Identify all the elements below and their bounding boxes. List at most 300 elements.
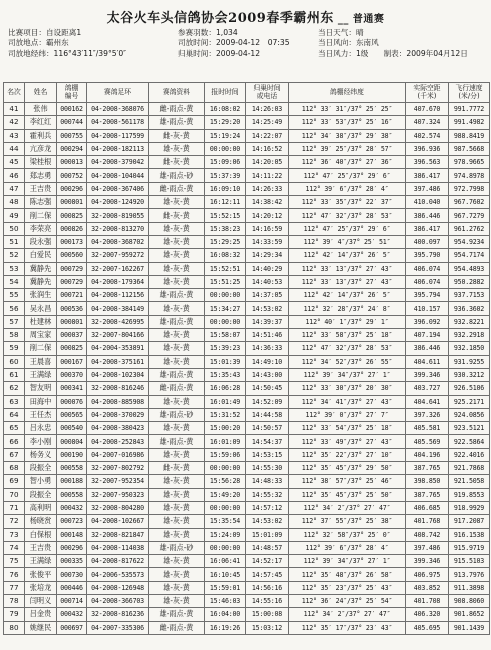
column-header: 名次 (4, 83, 25, 103)
table-cell: 04-2008-366703 (87, 594, 149, 607)
table-row (4, 528, 490, 541)
table-cell: 15:52:15 (205, 209, 246, 222)
table-cell: 14:43:00 (246, 368, 289, 381)
table-cell: 112° 36′ 24″/37° 25′ 54″ (289, 594, 406, 607)
table-cell: 000744 (57, 116, 87, 129)
column-header: 实际空距 (千米) (406, 83, 449, 103)
table-cell: 112° 42′ 14″/37° 26′ 5″ (289, 249, 406, 262)
table-cell: 58 (4, 329, 25, 342)
table-cell: 04-2008-561178 (87, 116, 149, 129)
table-cell: 32-2007-802792 (87, 462, 149, 475)
info-field: 当日天气：晴 (318, 28, 364, 37)
table-cell: 王满绿 (25, 368, 57, 381)
table-cell: 04-2008-102667 (87, 515, 149, 528)
table-cell: 72 (4, 515, 25, 528)
table-cell: 399.346 (406, 368, 449, 381)
table-cell: 32-2007-950323 (87, 488, 149, 501)
table-cell: 白爱民 (25, 249, 57, 262)
table-cell: 郑志勇 (25, 169, 57, 182)
table-cell: 112° 39′ 4″/37° 25′ 51″ (289, 235, 406, 248)
table-cell: 112° 34′ 41″/37° 27′ 43″ (289, 395, 406, 408)
table-row (4, 435, 490, 448)
table-cell: 112° 33′ 35″/37° 22′ 37″ (289, 196, 406, 209)
table-cell: 931.9255 (449, 355, 490, 368)
table-cell: 43 (4, 129, 25, 142)
table-cell: 32-2008-426995 (87, 315, 149, 328)
table-cell: 000167 (57, 355, 87, 368)
table-cell: 吴永昌 (25, 302, 57, 315)
table-cell: 51 (4, 235, 25, 248)
table-cell: 974.8978 (449, 169, 490, 182)
table-cell: 67 (4, 448, 25, 461)
table-row (4, 462, 490, 475)
table-cell: 32-2008-804280 (87, 501, 149, 514)
table-cell: 000076 (57, 395, 87, 408)
table-cell: 000729 (57, 262, 87, 275)
table-cell: 398.850 (406, 475, 449, 488)
table-cell: 000013 (57, 156, 87, 169)
table-cell: 932.8221 (449, 315, 490, 328)
table-cell: 73 (4, 528, 25, 541)
table-cell: 14:39:37 (246, 315, 289, 328)
table-cell: 雄-灰-黄 (149, 262, 205, 275)
table-cell: 932.1850 (449, 342, 490, 355)
table-cell: 王吉贵 (25, 541, 57, 554)
table-row (4, 501, 490, 514)
table-cell: 112° 35′ 48″/37° 26′ 58″ (289, 568, 406, 581)
table-cell: 04-2008-817622 (87, 555, 149, 568)
table-cell: 404.611 (406, 355, 449, 368)
table-cell: 000755 (57, 129, 87, 142)
table-cell: 991.4982 (449, 116, 490, 129)
table-cell: 杨晓赏 (25, 515, 57, 528)
table-cell: 112° 35′ 45″/37° 29′ 50″ (289, 462, 406, 475)
table-cell: 04-2008-885908 (87, 395, 149, 408)
table-cell: 000162 (57, 103, 87, 116)
table-cell: 112° 37′ 55″/37° 25′ 38″ (289, 515, 406, 528)
table-cell: 404.641 (406, 395, 449, 408)
table-cell: 901.1439 (449, 621, 490, 634)
table-cell: 15:34:27 (205, 302, 246, 315)
table-cell: 雌-雨点-黄 (149, 382, 205, 395)
table-cell: 60 (4, 355, 25, 368)
table-cell: 922.4016 (449, 448, 490, 461)
table-cell: 57 (4, 315, 25, 328)
table-cell: 雌-雨点-黄 (149, 182, 205, 195)
table-cell: 14:40:53 (246, 275, 289, 288)
table-cell: 04-2008-102304 (87, 368, 149, 381)
table-row (4, 355, 490, 368)
table-cell: 926.5106 (449, 382, 490, 395)
table-cell: 张伟 (25, 103, 57, 116)
table-cell: 112° 34′ 2″/37° 27′ 47″ (289, 608, 406, 621)
table-row (4, 196, 490, 209)
table-cell: 14:44:58 (246, 408, 289, 421)
table-cell: 王任杰 (25, 408, 57, 421)
table-cell: 雄-雨点-黄 (149, 435, 205, 448)
table-cell: 15:03:12 (246, 621, 289, 634)
table-cell: 45 (4, 156, 25, 169)
table-cell: 406.320 (406, 608, 449, 621)
table-cell: 14:57:45 (246, 568, 289, 581)
table-cell: 987.5668 (449, 142, 490, 155)
table-cell: 16:12:11 (205, 196, 246, 209)
table-cell: 04-2007-335306 (87, 621, 149, 634)
table-cell: 000432 (57, 608, 87, 621)
table-row (4, 448, 490, 461)
table-cell: 000370 (57, 368, 87, 381)
table-cell: 918.9929 (449, 501, 490, 514)
table-cell: 112° 33′ 30″/37° 20′ 30″ (289, 382, 406, 395)
table-cell: 75 (4, 555, 25, 568)
table-row (4, 422, 490, 435)
table-row (4, 329, 490, 342)
table-cell: 937.7153 (449, 289, 490, 302)
table-cell: 915.9719 (449, 541, 490, 554)
table-cell: 陈志强 (25, 196, 57, 209)
column-header: 飞行速度 (米/分) (449, 83, 490, 103)
table-cell: 04-2007-016986 (87, 448, 149, 461)
table-cell: 406.685 (406, 501, 449, 514)
table-cell: 16:19:26 (205, 621, 246, 634)
info-row (8, 28, 488, 38)
table-cell: 000752 (57, 169, 87, 182)
table-cell: 978.9665 (449, 156, 490, 169)
table-cell: 雄-灰-黄 (149, 249, 205, 262)
table-cell: 32-2008-816236 (87, 608, 149, 621)
table-cell: 922.5864 (449, 435, 490, 448)
table-cell: 397.326 (406, 408, 449, 421)
table-cell: 14:26:33 (246, 182, 289, 195)
table-cell: 000540 (57, 422, 87, 435)
table-cell: 14:56:16 (246, 581, 289, 594)
table-cell: 16:06:41 (205, 555, 246, 568)
table-cell: 雄-灰-黄 (149, 235, 205, 248)
table-cell: 50 (4, 222, 25, 235)
table-cell: 李红红 (25, 116, 57, 129)
table-cell: 冀静先 (25, 262, 57, 275)
table-cell: 399.346 (406, 555, 449, 568)
info-field: 参赛羽数：1,034 (178, 28, 238, 37)
table-row (4, 395, 490, 408)
table-cell: 000335 (57, 555, 87, 568)
table-cell: 雄-灰-黄 (149, 142, 205, 155)
table-cell: 雄-雨点-砂 (149, 541, 205, 554)
table-row (4, 541, 490, 554)
table-cell: 79 (4, 608, 25, 621)
table-row (4, 275, 490, 288)
table-cell: 407.194 (406, 329, 449, 342)
table-cell: 924.0856 (449, 408, 490, 421)
table-cell: 00:00:00 (205, 289, 246, 302)
table-cell: 112° 34′ 2″/37° 27′ 47″ (289, 501, 406, 514)
table-cell: 397.486 (406, 541, 449, 554)
table-cell: 15:01:39 (205, 355, 246, 368)
table-row (4, 608, 490, 621)
table-cell: 395.790 (406, 249, 449, 262)
table-cell: 112° 42′ 14″/37° 26′ 5″ (289, 289, 406, 302)
table-cell: 14:54:37 (246, 435, 289, 448)
table-cell: 雌-灰-黄 (149, 156, 205, 169)
table-cell: 15:00:20 (205, 422, 246, 435)
table-cell: 14:16:52 (246, 142, 289, 155)
table-cell: 32-2007-959272 (87, 249, 149, 262)
column-header: 赛鸽足环 (87, 83, 149, 103)
table-cell: 16:01:49 (205, 395, 246, 408)
table-cell: 954.4893 (449, 262, 490, 275)
table-cell: 77 (4, 581, 25, 594)
table-cell: 112° 32′ 58″/37° 25′ 0″ (289, 528, 406, 541)
table-cell: 雌-灰-黄 (149, 129, 205, 142)
table-cell: 00:00:00 (205, 541, 246, 554)
table-cell: 921.5058 (449, 475, 490, 488)
table-cell: 霍利兵 (25, 129, 57, 142)
table-cell: 112° 47′ 25″/37° 29′ 6″ (289, 169, 406, 182)
table-cell: 15:29:20 (205, 116, 246, 129)
table-cell: 雄-灰-黄 (149, 395, 205, 408)
table-cell: 雄-灰-黄 (149, 594, 205, 607)
table-cell: 段振全 (25, 488, 57, 501)
table-cell: 04-2006-535573 (87, 568, 149, 581)
table-cell: 112° 39′ 6″/37° 28′ 4″ (289, 182, 406, 195)
table-cell: 李小刚 (25, 435, 57, 448)
table-cell: 68 (4, 462, 25, 475)
table-cell: 周宝家 (25, 329, 57, 342)
table-row (4, 289, 490, 302)
table-cell: 62 (4, 382, 25, 395)
table-cell: 112° 33′ 13″/37° 27′ 43″ (289, 275, 406, 288)
table-row (4, 262, 490, 275)
table-cell: 000536 (57, 302, 87, 315)
table-cell: 000296 (57, 182, 87, 195)
table-cell: 404.196 (406, 448, 449, 461)
table-cell: 14:55:30 (246, 462, 289, 475)
table-cell: 00:00:00 (205, 501, 246, 514)
table-cell: 406.074 (406, 262, 449, 275)
table-cell: 14:22:07 (246, 129, 289, 142)
table-cell: 402.574 (406, 129, 449, 142)
table-cell: 396.092 (406, 315, 449, 328)
table-cell: 16:04:00 (205, 608, 246, 621)
table-cell: 925.2171 (449, 395, 490, 408)
table-cell: 386.417 (406, 222, 449, 235)
column-header: 归巢时间 或电话 (246, 83, 289, 103)
table-cell: 112° 33′ 58″/37° 25′ 18″ (289, 329, 406, 342)
table-cell: 61 (4, 368, 25, 381)
table-row (4, 568, 490, 581)
table-cell: 000714 (57, 594, 87, 607)
table-cell: 000558 (57, 462, 87, 475)
table-cell: 401.708 (406, 594, 449, 607)
table-cell: 405.581 (406, 422, 449, 435)
table-row (4, 235, 490, 248)
table-cell: 112° 34′ 52″/37° 26′ 55″ (289, 355, 406, 368)
table-row (4, 368, 490, 381)
table-cell: 雌-灰-黄 (149, 209, 205, 222)
table-cell: 15:19:24 (205, 129, 246, 142)
table-cell: 吕永忠 (25, 422, 57, 435)
table-cell: 15:46:03 (205, 594, 246, 607)
table-cell: 56 (4, 302, 25, 315)
table-cell: 950.2882 (449, 275, 490, 288)
table-cell: 112° 34′ 38″/37° 29′ 38″ (289, 129, 406, 142)
table-cell: 396.563 (406, 156, 449, 169)
table-cell: 112° 33′ 31″/37° 25′ 25″ (289, 103, 406, 116)
table-cell: 395.794 (406, 289, 449, 302)
table-cell: 000173 (57, 235, 87, 248)
table-cell: 14:38:42 (246, 196, 289, 209)
table-row (4, 209, 490, 222)
table-cell: 14:29:34 (246, 249, 289, 262)
table-cell: 403.727 (406, 382, 449, 395)
table-cell: 14:48:33 (246, 475, 289, 488)
table-cell: 雄-灰-黄 (149, 355, 205, 368)
table-cell: 14:50:45 (246, 382, 289, 395)
table-row (4, 116, 490, 129)
table-cell: 112° 35′ 45″/37° 25′ 50″ (289, 488, 406, 501)
table-cell: 雄-雨点-砂 (149, 169, 205, 182)
table-cell: 54 (4, 275, 25, 288)
table-cell: 04-2008-124920 (87, 196, 149, 209)
table-cell: 42 (4, 116, 25, 129)
table-cell: 16:09:10 (205, 182, 246, 195)
table-cell: 04-2008-104044 (87, 169, 149, 182)
table-cell: 32-2008-816246 (87, 382, 149, 395)
table-cell: 65 (4, 422, 25, 435)
table-cell: 04-2008-368702 (87, 235, 149, 248)
table-cell: 913.7976 (449, 568, 490, 581)
table-cell: 112° 39′ 34″/37° 27′ 1″ (289, 555, 406, 568)
table-cell: 112° 39′ 34″/37° 27′ 1″ (289, 368, 406, 381)
table-cell: 16:01:09 (205, 435, 246, 448)
table-cell: 14:25:49 (246, 116, 289, 129)
table-cell: 000148 (57, 528, 87, 541)
table-cell: 000801 (57, 315, 87, 328)
table-cell: 112° 39′ 6″/37° 28′ 4″ (289, 541, 406, 554)
table-cell: 雌-雨点-黄 (149, 103, 205, 116)
table-body (4, 103, 490, 635)
table-cell: 15:24:09 (205, 528, 246, 541)
table-cell: 14:53:02 (246, 515, 289, 528)
table-cell: 915.5103 (449, 555, 490, 568)
table-cell: 967.7279 (449, 209, 490, 222)
table-cell: 梁桂根 (25, 156, 57, 169)
table-cell: 000565 (57, 408, 87, 421)
table-cell: 32-2007-804166 (87, 329, 149, 342)
table-row (4, 555, 490, 568)
table-cell: 雄-灰-黄 (149, 555, 205, 568)
table-cell: 15:58:07 (205, 329, 246, 342)
column-header: 姓名 (25, 83, 57, 103)
table-cell: 15:38:23 (205, 222, 246, 235)
table-row (4, 315, 490, 328)
table-cell: 14:20:05 (246, 156, 289, 169)
table-cell: 911.3898 (449, 581, 490, 594)
table-row (4, 581, 490, 594)
table-cell: 15:52:51 (205, 262, 246, 275)
results-table (3, 82, 490, 635)
table-cell: 000804 (57, 435, 87, 448)
table-row (4, 142, 490, 155)
table-cell: 00:00:00 (205, 462, 246, 475)
table-cell: 雄-灰-黄 (149, 581, 205, 594)
table-cell: 405.569 (406, 435, 449, 448)
table-cell: 930.3212 (449, 368, 490, 381)
table-row (4, 222, 490, 235)
table-cell: 白保根 (25, 528, 57, 541)
table-cell: 闫明义 (25, 594, 57, 607)
column-header: 赛鸽资料 (149, 83, 205, 103)
table-cell: 04-2008-370029 (87, 408, 149, 421)
table-cell: 112° 39′ 25″/37° 28′ 57″ (289, 142, 406, 155)
table-cell: 15:09:06 (205, 156, 246, 169)
table-cell: 000826 (57, 222, 87, 235)
table-cell: 32-2007-162267 (87, 262, 149, 275)
table-cell: 000723 (57, 515, 87, 528)
table-cell: 张培龙 (25, 581, 57, 594)
table-row (4, 103, 490, 116)
table-cell: 田海中 (25, 395, 57, 408)
table-cell: 112° 33′ 13″/37° 27′ 43″ (289, 262, 406, 275)
table-cell: 04-2008-384149 (87, 302, 149, 315)
table-cell: 000432 (57, 501, 87, 514)
table-row (4, 129, 490, 142)
table-cell: 段永强 (25, 235, 57, 248)
table-cell: 112° 38′ 57″/37° 25′ 46″ (289, 475, 406, 488)
table-cell: 000730 (57, 568, 87, 581)
table-cell: 段振全 (25, 462, 57, 475)
table-cell: 王满绿 (25, 555, 57, 568)
table-row (4, 249, 490, 262)
table-cell: 15:39:23 (205, 342, 246, 355)
table-cell: 386.446 (406, 209, 449, 222)
table-cell: 16:10:45 (205, 568, 246, 581)
table-cell: 15:31:52 (205, 408, 246, 421)
table-cell: 15:49:20 (205, 488, 246, 501)
table-cell: 000825 (57, 209, 87, 222)
table-row (4, 621, 490, 634)
table-cell: 112° 33′ 49″/37° 27′ 43″ (289, 435, 406, 448)
table-cell: 74 (4, 541, 25, 554)
table-cell: 991.7772 (449, 103, 490, 116)
info-field: 归巢时间：2009-04-12 (178, 48, 261, 58)
table-cell: 04-2008-380423 (87, 422, 149, 435)
table-cell: 112° 39′ 0″/37° 27′ 7″ (289, 408, 406, 421)
table-cell: 000558 (57, 488, 87, 501)
table-cell: 64 (4, 408, 25, 421)
table-cell: 04-2008-375161 (87, 355, 149, 368)
table-cell: 04-2008-252843 (87, 435, 149, 448)
table-cell: 15:59:06 (205, 448, 246, 461)
table-cell: 80 (4, 621, 25, 634)
table-header-row (4, 83, 490, 103)
table-cell: 04-2008-182113 (87, 142, 149, 155)
table-cell: 雌-灰-黄 (149, 462, 205, 475)
table-cell: 04-2008-117599 (87, 129, 149, 142)
table-cell: 杜建林 (25, 315, 57, 328)
table-cell: 雄-雨点-黄 (149, 289, 205, 302)
table-cell: 张润生 (25, 289, 57, 302)
table-cell: 919.8553 (449, 488, 490, 501)
table-cell: 916.1538 (449, 528, 490, 541)
table-cell: 49 (4, 209, 25, 222)
table-cell: 000801 (57, 196, 87, 209)
table-cell: 14:53:15 (246, 448, 289, 461)
table-cell: 69 (4, 475, 25, 488)
table-cell: 04-2008-114038 (87, 541, 149, 554)
table-cell: 张俊平 (25, 568, 57, 581)
table-row (4, 408, 490, 421)
